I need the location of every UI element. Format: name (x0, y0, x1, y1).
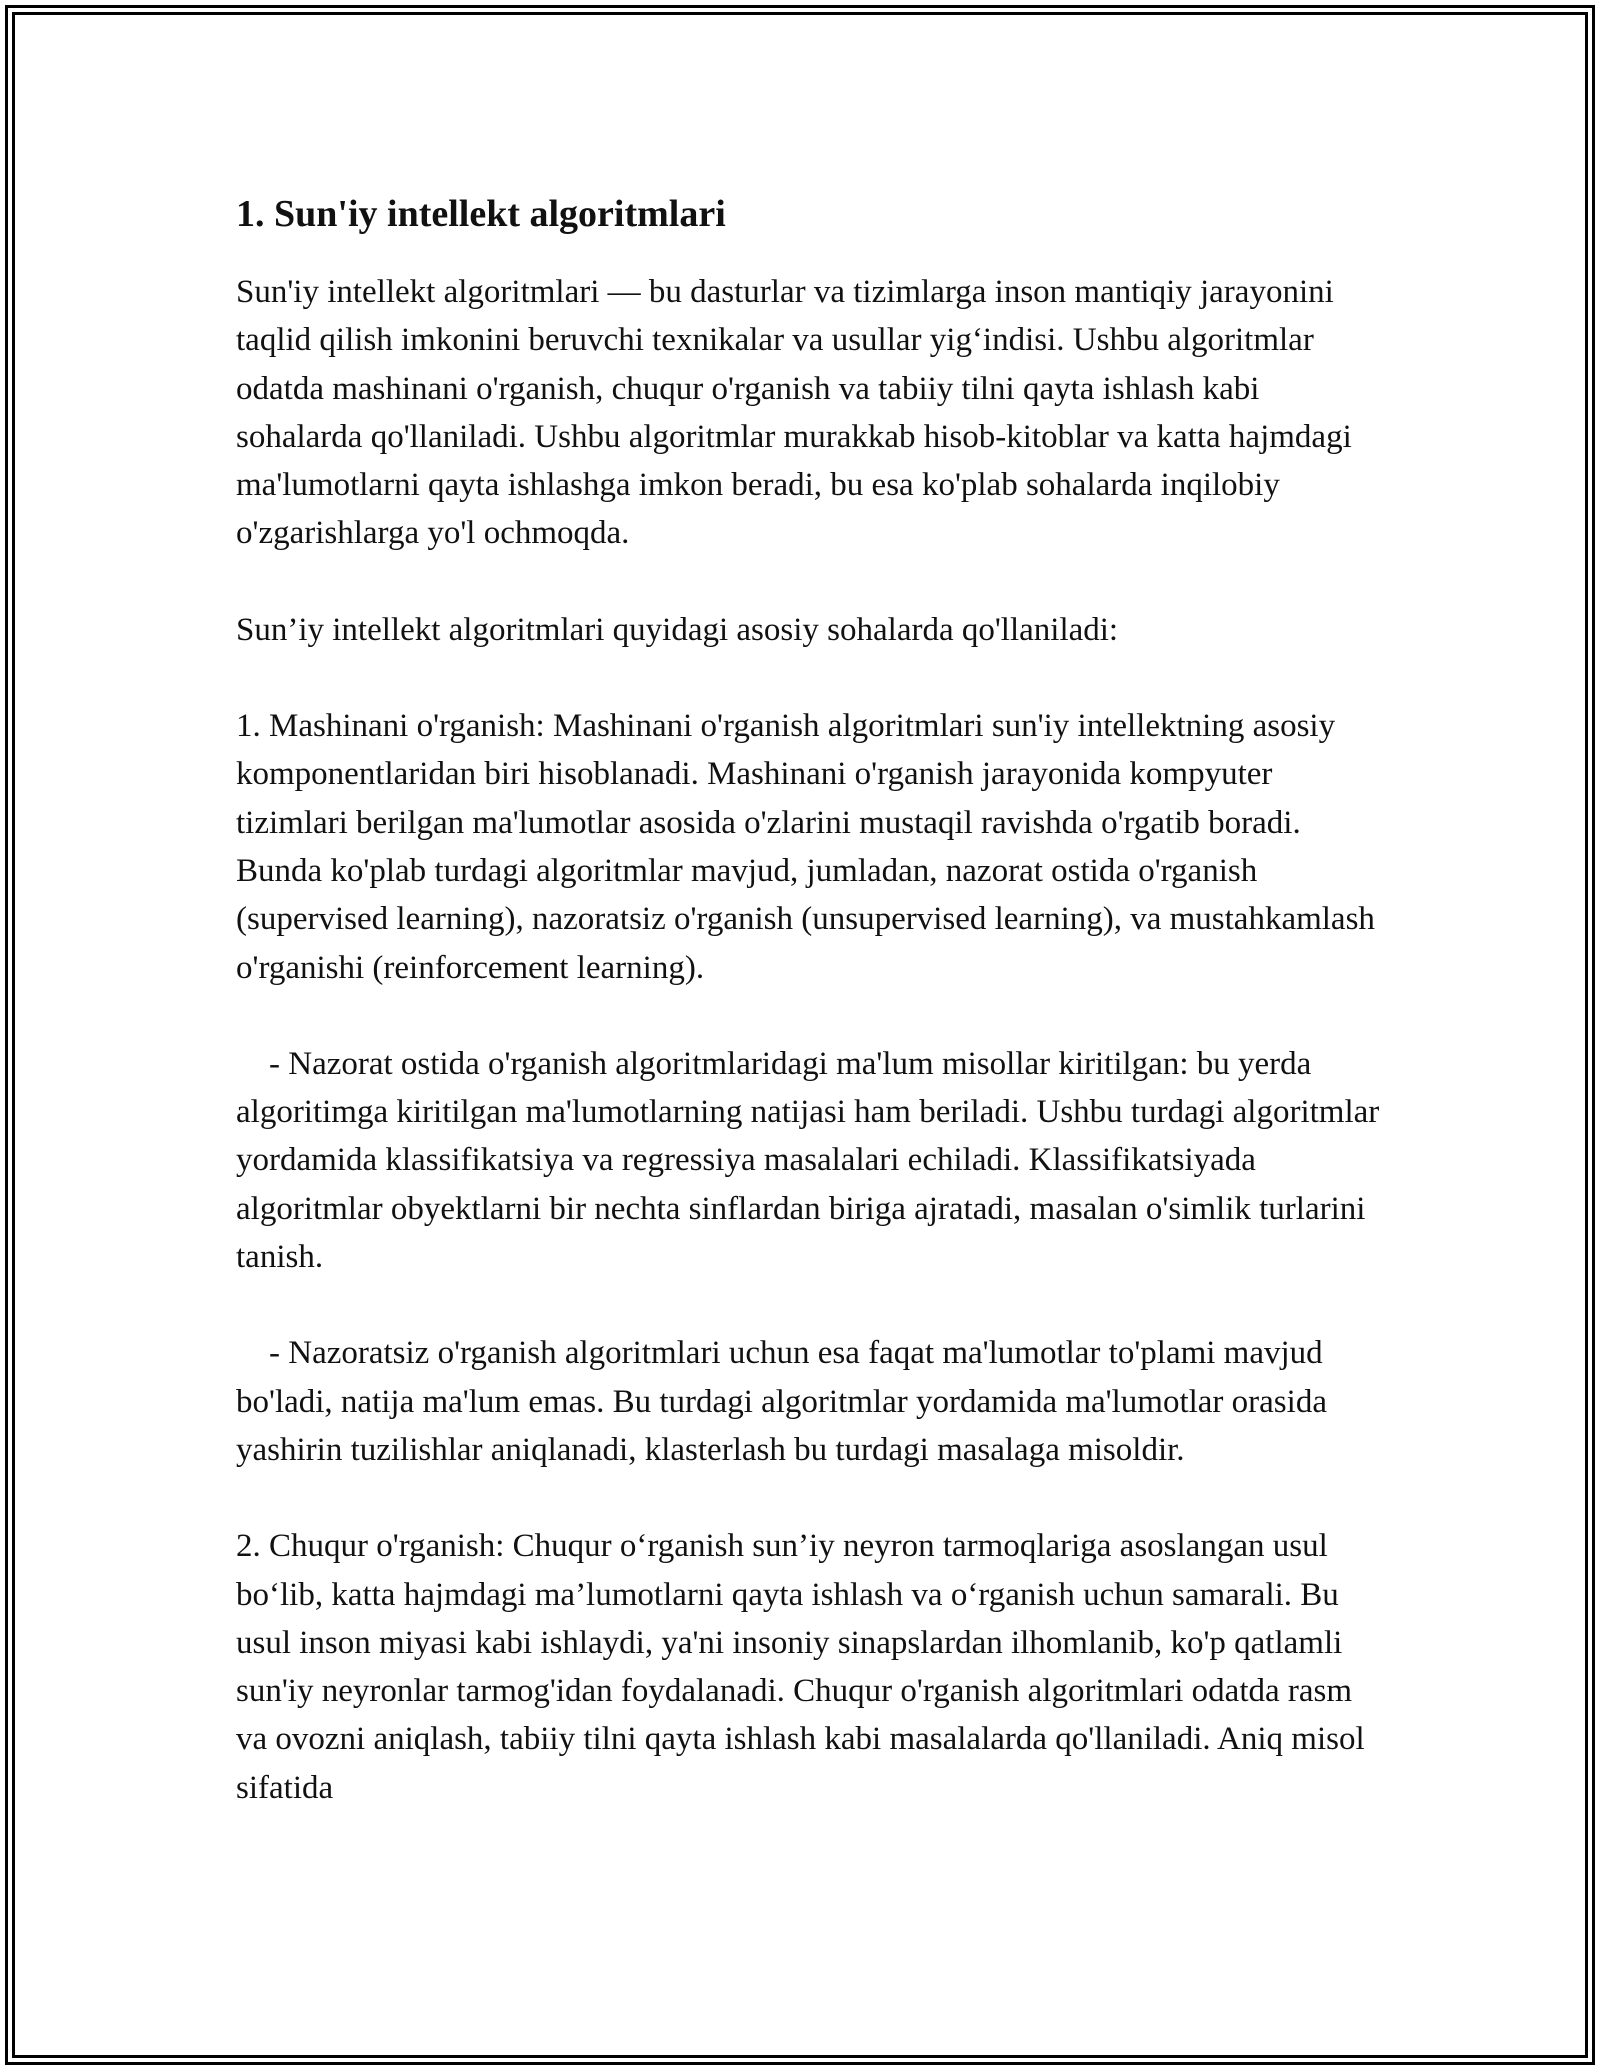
paragraph-application-areas: Sun’iy intellekt algoritmlari quyidagi asosiy sohalarda qo'llaniladi: (236, 611, 1119, 648)
document-body (236, 186, 1386, 1860)
paragraph-unsupervised-learning: - Nazoratsiz o'rganish algoritmlari uchun esa faqat ma'lumotlar to'plami mavjud bo'ladi, natija ma'lum emas. Bu turdagi algoritmlar yordamida ma'lumotlar orasida yashirin tuzilishlar aniqlanadi, klasterlash bu turdagi masalaga misoldir. (236, 1335, 1336, 1468)
paragraph-machine-learning: 1. Mashinani o'rganish: Mashinani o'rganish algoritmlari sun'iy intellektning asosiy komponentlaridan biri hisoblanadi. Mashinani o'rganish jarayonida kompyuter tizimlari berilgan ma'lumotlar asosida o'zlarini mustaqil ravishda o'rgatib boradi. Bunda ko'plab turdagi algoritmlar mavjud, jumladan, nazorat ostida o'rganish (supervised learning), nazoratsiz o'rganish (unsupervised learning), va mustahkamlash o'rganishi (reinforcement learning). (236, 708, 1384, 986)
paragraph-supervised-learning: - Nazorat ostida o'rganish algoritmlaridagi ma'lum misollar kiritilgan: bu yerda algoritimga kiritilgan ma'lumotlarning natijasi ham beriladi. Ushbu turdagi algoritmlar yordamida klassifikatsiya va regressiya masalalari echiladi. Klassifikatsiyada algoritmlar obyektlarni bir nechta sinflardan biriga ajratadi, masalan o'simlik turlarini tanish. (236, 1045, 1388, 1276)
section-heading: 1. Sun'iy intellekt algoritmlari (236, 193, 726, 235)
paragraph-intro: Sun'iy intellekt algoritmlari — bu dasturlar va tizimlarga inson mantiqiy jarayonini taqlid qilish imkonini beruvchi texnikalar va usullar yig‘indisi. Ushbu algoritmlar odatda mashinani o'rganish, chuqur o'rganish va tabiiy tilni qayta ishlash kabi sohalarda qo'llaniladi. Ushbu algoritmlar murakkab hisob-kitoblar va katta hajmdagi ma'lumotlarni qayta ishlashga imkon beradi, bu esa ko'plab sohalarda inqilobiy o'zgarishlarga yo'l ochmoqda. (236, 274, 1360, 552)
paragraph-deep-learning: 2. Chuqur o'rganish: Chuqur o‘rganish sun’iy neyron tarmoqlariga asoslangan usul bo‘lib, katta hajmdagi ma’lumotlarni qayta ishlash va o‘rganish uchun samarali. Bu usul inson miyasi kabi ishlaydi, ya'ni insoniy sinapslardan ilhomlanib, ko'p qatlamli sun'iy neyronlar tarmog'idan foydalanadi. Chuqur o'rganish algoritmlari odatda rasm va ovozni aniqlash, tabiiy tilni qayta ishlash kabi masalalarda qo'llaniladi. Aniq misol sifatida (236, 1528, 1373, 1806)
